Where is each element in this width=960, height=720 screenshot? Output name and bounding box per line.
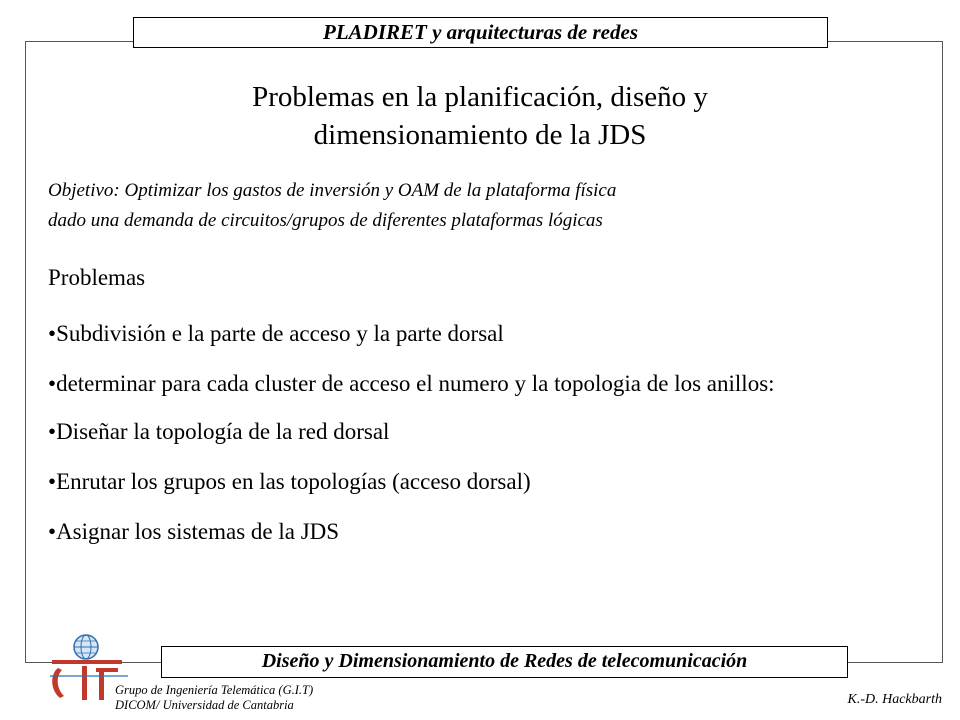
group-line-2: DICOM/ Universidad de Cantabria — [115, 698, 294, 712]
bullet-text: Enrutar los grupos en las topologías (acceso dorsal) — [56, 469, 531, 494]
problem-list — [48, 318, 908, 566]
slide-title-line-1: Problemas en la planificación, diseño y — [252, 81, 708, 113]
slide-title-line-2: dimensionamiento de la JDS — [313, 119, 647, 151]
subject-title: Diseño y Dimensionamiento de Redes de telecomunicación — [261, 650, 748, 672]
bullet-icon: • — [48, 469, 57, 494]
bullet-text: Subdivisión e la parte de acceso y la parte dorsal — [56, 321, 504, 346]
subject-title-banner — [161, 646, 848, 678]
bullet-icon: • — [48, 321, 57, 346]
list-item — [48, 318, 908, 350]
slide-title — [120, 78, 840, 154]
globe-icon — [74, 635, 98, 659]
objective-line-2: dado una demanda de circuitos/grupos de diferentes plataformas lógicas — [48, 210, 603, 231]
objective-line-1: Objetivo: Optimizar los gastos de inversión y OAM de la plataforma física — [48, 180, 617, 201]
course-title-banner — [133, 17, 828, 48]
group-name — [115, 683, 313, 713]
problems-heading: Problemas — [48, 265, 146, 290]
bullet-text: Asignar los sistemas de la JDS — [56, 519, 340, 544]
list-item — [48, 416, 908, 448]
group-line-1: Grupo de Ingeniería Telemática (G.I.T) — [115, 683, 314, 697]
course-title: PLADIRET y arquitecturas de redes — [323, 20, 638, 44]
list-item — [48, 466, 908, 498]
list-item — [48, 368, 908, 400]
bullet-text: determinar para cada cluster de acceso el numero y la topologia de los anillos: — [56, 371, 775, 396]
bullet-icon: • — [48, 519, 57, 544]
bullet-icon: • — [48, 419, 57, 444]
bullet-icon: • — [48, 371, 57, 396]
bullet-text: Diseñar la topología de la red dorsal — [56, 419, 390, 444]
author-name: K.-D. Hackbarth — [847, 692, 942, 707]
objective-text — [48, 176, 908, 236]
list-item — [48, 516, 908, 548]
